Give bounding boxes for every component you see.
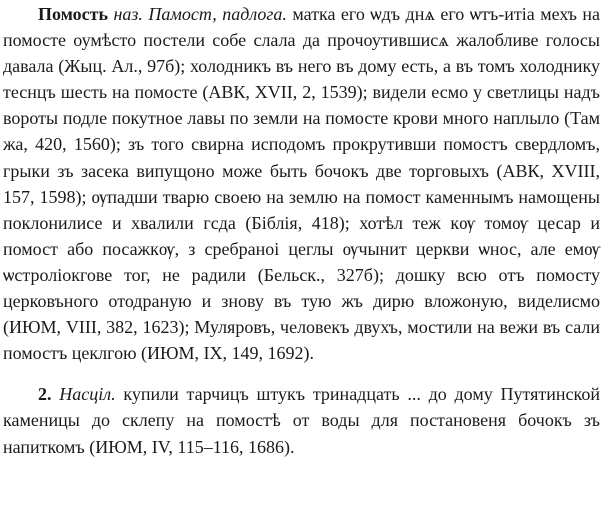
sense-2-number: 2. [38,384,52,405]
sense-2-label: Насціл. [59,384,116,405]
entry-sense-1 [3,1,600,366]
variant-forms: Памост, падлога. [148,4,287,24]
sense-1-citations: матка его ѡдъ днѧ его ѡтъ-итiа мехъ на помосте оумѣсто постели собе слала да прочоутившисѧ жалобливе голосы давала (Жыц. Ал., 97б); холодникъ въ него въ дому есть, а въ томъ холоднику теснцъ шесть на помосте (АВК, XVII, 2, 1539); видели есмо у светлицы надъ вороты подле покутное лавы по земли на помосте крови много наплыло (Там жа, 420, 1560); зъ того свирна исподомъ прокрутивши помостъ свердломъ, грыки зъ засека випущоно може быть бочокъ две торговыхъ (АВК, XVIII, 157, 1598); ѹпадши тварю своею на землю на помост каменнымъ намощены поклонилисе и хвалили гсда (Біблія, 418); хотѣл теж кѹ томѹ цесар и помост або посажкѹ, з сребраноi цеглы ѹчынит церкви ѡнос, але емѹ ѡстроліокгове тог, не радили (Бельск., 327б); дошку всю отъ помосту церковъного отодраную и знову въ тую жъ дирю вложоную, виделисмо (ИЮМ, VIII, 382, 1623); Муляровъ, человекъ двухъ, мостили на вежи въ сали помостъ цеклгою (ИЮМ, IX, 149, 1692). [3,4,601,364]
entry-sense-2 [3,381,600,459]
sense-2-citations: купили тарчицъ штукъ тринадцать ... до дому Путятинской каменицы до склепу на помостѣ от воды для постановеня бочокъ зъ напиткомъ (ИЮМ, IV, 115–116, 1686). [3,384,600,457]
headword: Помость [38,4,109,24]
grammar-label: наз. [113,4,143,24]
dictionary-entry [3,1,600,460]
